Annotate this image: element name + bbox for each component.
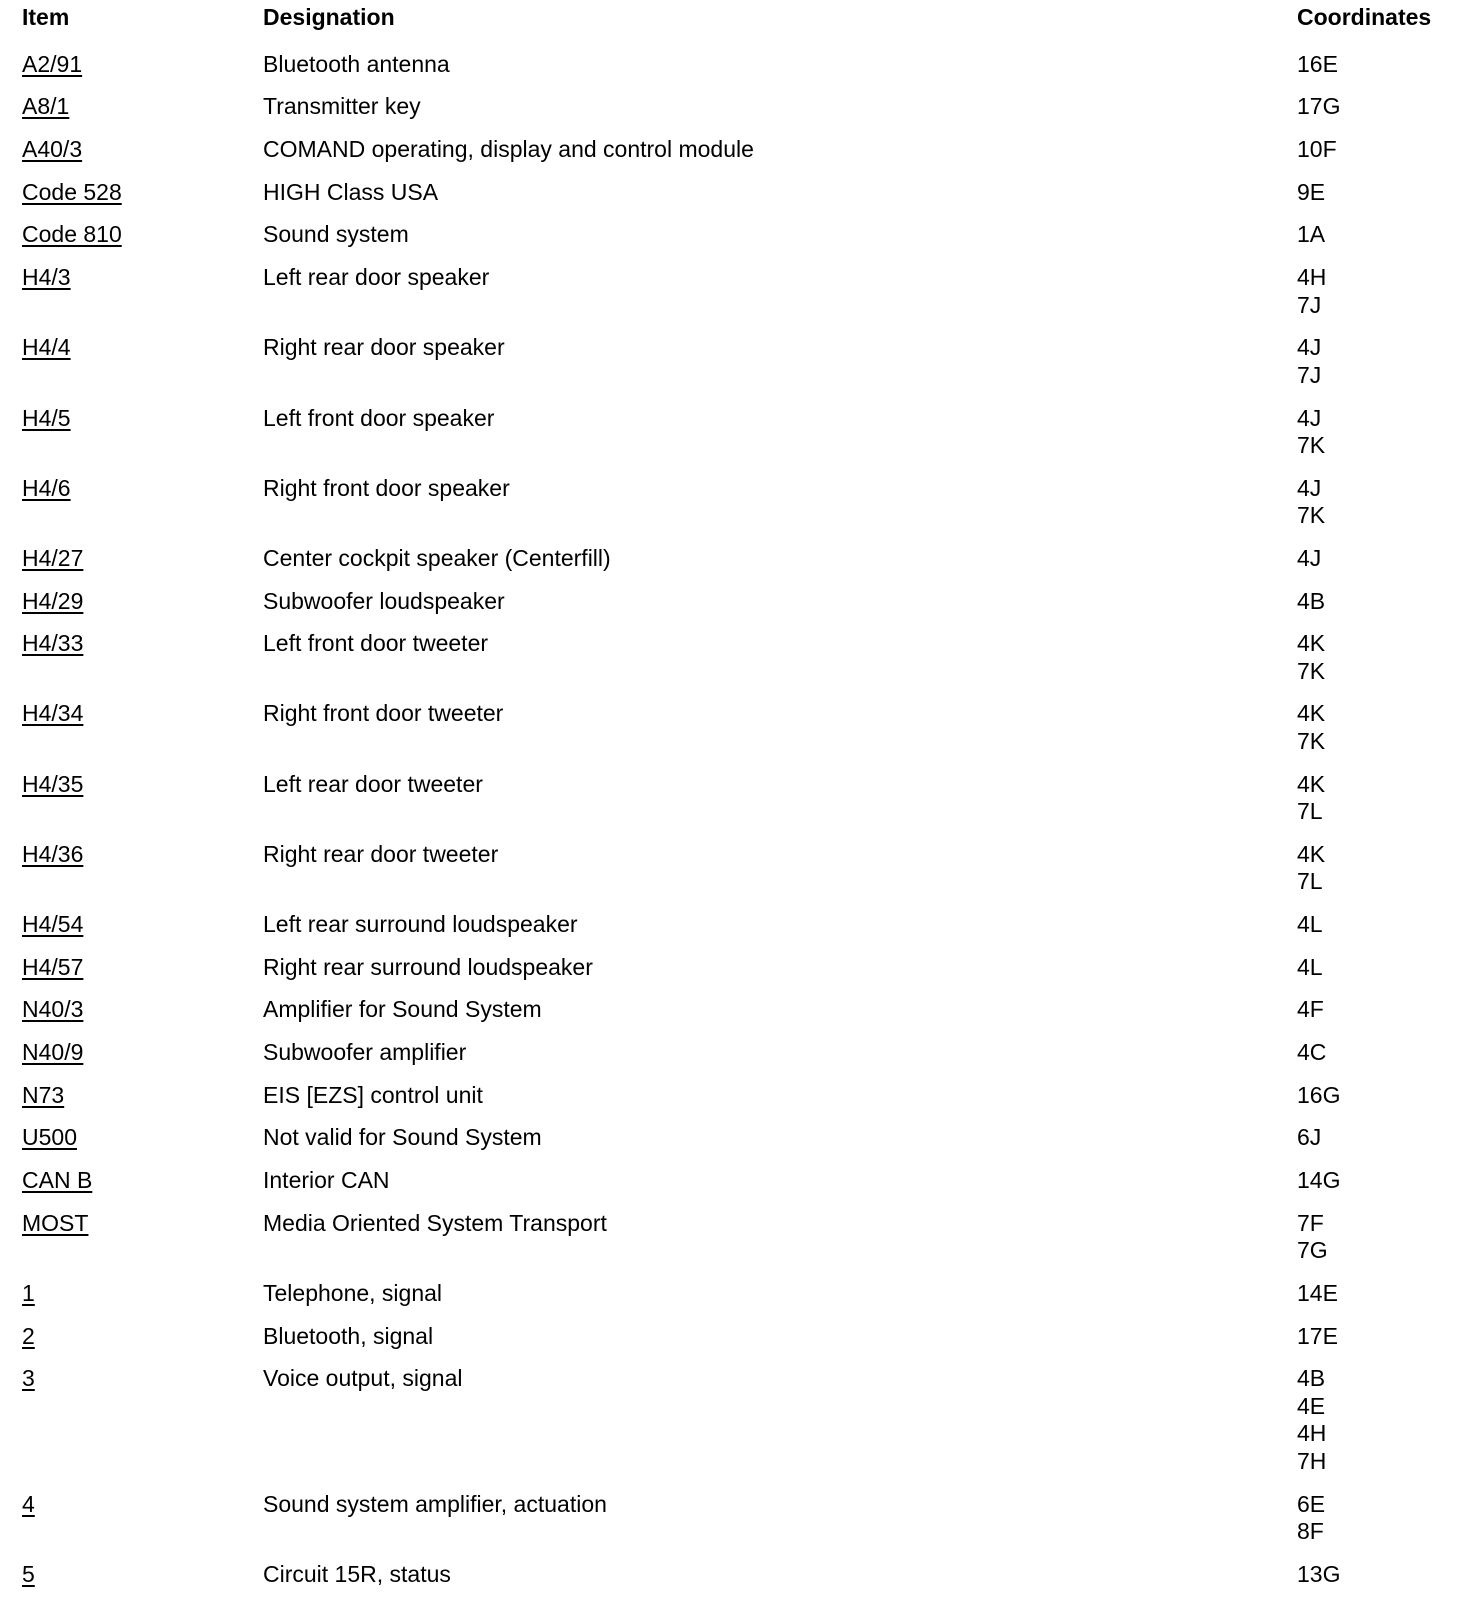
coordinate-value: 8F [1297, 1518, 1324, 1545]
table-row [0, 1276, 1472, 1319]
coordinate-value: 7K [1297, 432, 1326, 458]
item-link[interactable]: U500 [22, 1124, 77, 1151]
item-cell [22, 1365, 35, 1393]
table-row [0, 132, 1472, 175]
coordinate-value: 6J [1297, 1124, 1322, 1151]
coordinates-cell [1297, 1561, 1340, 1589]
coordinates-cell [1297, 475, 1325, 530]
designation-cell: Center cockpit speaker (Centerfill) [263, 544, 611, 571]
coordinate-value: 7H [1297, 1447, 1327, 1474]
coordinate-value: 4C [1297, 1039, 1327, 1066]
coordinate-value: 17G [1297, 93, 1341, 120]
table-row [0, 950, 1472, 993]
coordinates-cell [1297, 841, 1325, 896]
table-row [0, 767, 1472, 837]
coordinate-value: 14G [1297, 1167, 1341, 1194]
item-link[interactable]: H4/34 [22, 700, 84, 727]
designation-cell: Left rear door tweeter [263, 770, 483, 797]
table-row [0, 175, 1472, 218]
coordinates-cell [1297, 630, 1325, 685]
table-body [0, 47, 1472, 1600]
coordinate-value: 4J [1297, 404, 1322, 431]
coordinates-cell [1297, 1039, 1326, 1067]
coordinates-cell [1297, 179, 1325, 207]
coordinates-cell [1297, 700, 1325, 755]
coordinate-value: 4B [1297, 1365, 1326, 1392]
item-cell [22, 51, 82, 79]
item-cell [22, 1082, 64, 1110]
item-cell [22, 1491, 35, 1519]
coordinate-value: 7F [1297, 1209, 1324, 1236]
coordinate-value: 4K [1297, 630, 1326, 657]
coordinate-value: 7J [1297, 291, 1322, 318]
table-row [0, 217, 1472, 260]
designation-cell: Sound system [263, 221, 409, 248]
coordinate-value: 4E [1297, 1392, 1326, 1419]
coordinates-cell [1297, 1124, 1321, 1152]
item-cell [22, 771, 83, 799]
designation-cell: Interior CAN [263, 1167, 390, 1194]
item-cell [22, 179, 122, 207]
coordinate-value: 4F [1297, 996, 1324, 1023]
table-row [0, 47, 1472, 90]
coordinates-cell [1297, 1280, 1338, 1308]
designation-cell: Left rear door speaker [263, 264, 490, 291]
item-cell [22, 954, 83, 982]
coordinate-value: 7K [1297, 657, 1326, 684]
coordinate-value: 7L [1297, 798, 1323, 825]
table-row [0, 330, 1472, 400]
item-cell [22, 221, 122, 249]
coordinate-value: 9E [1297, 178, 1326, 205]
item-link[interactable]: H4/5 [22, 404, 71, 431]
coordinates-cell [1297, 1365, 1326, 1475]
coordinate-value: 1A [1297, 221, 1326, 248]
designation-cell: Amplifier for Sound System [263, 996, 542, 1023]
item-cell [22, 405, 71, 433]
item-link[interactable]: A8/1 [22, 93, 70, 120]
coordinate-value: 4L [1297, 911, 1323, 937]
coordinate-value: 16G [1297, 1081, 1341, 1108]
item-link[interactable]: Code 528 [22, 178, 122, 205]
coordinates-cell [1297, 1082, 1340, 1110]
coordinate-value: 13G [1297, 1560, 1341, 1587]
designation-cell: Right rear surround loudspeaker [263, 953, 593, 980]
coordinate-value: 7K [1297, 502, 1326, 529]
item-link[interactable]: H4/57 [22, 953, 84, 980]
item-cell [22, 911, 83, 939]
coordinates-cell [1297, 954, 1323, 982]
item-cell [22, 475, 71, 503]
table-row [0, 1557, 1472, 1600]
item-link[interactable]: H4/3 [22, 264, 71, 291]
coordinates-cell [1297, 588, 1325, 616]
item-link[interactable]: 4 [22, 1490, 35, 1517]
coordinates-cell [1297, 334, 1321, 389]
item-link[interactable]: 3 [22, 1365, 35, 1392]
coordinates-cell [1297, 1210, 1328, 1265]
item-link[interactable]: H4/36 [22, 840, 84, 867]
designation-cell: EIS [EZS] control unit [263, 1081, 483, 1108]
table-row [0, 1361, 1472, 1486]
designation-cell: Subwoofer amplifier [263, 1039, 467, 1066]
item-cell [22, 1280, 35, 1308]
item-cell [22, 93, 69, 121]
coordinate-value: 7J [1297, 361, 1322, 388]
coordinate-value: 7L [1297, 868, 1323, 895]
item-link[interactable]: H4/4 [22, 334, 71, 361]
coordinate-value: 4L [1297, 953, 1323, 980]
item-cell [22, 1210, 88, 1238]
coordinate-value: 4K [1297, 770, 1326, 797]
header-item: Item [22, 4, 70, 30]
coordinate-value: 10F [1297, 136, 1337, 163]
item-cell [22, 1561, 35, 1589]
item-link[interactable]: 1 [22, 1280, 35, 1306]
coordinates-cell [1297, 405, 1325, 460]
table-row [0, 1078, 1472, 1121]
item-link[interactable]: H4/35 [22, 770, 84, 797]
table-row [0, 401, 1472, 471]
designation-cell: Media Oriented System Transport [263, 1209, 607, 1236]
coordinate-value: 4H [1297, 1420, 1327, 1447]
item-link[interactable]: H4/27 [22, 544, 84, 571]
designation-cell: Circuit 15R, status [263, 1560, 451, 1587]
table-row [0, 1163, 1472, 1206]
item-link[interactable]: CAN B [22, 1167, 93, 1194]
table-row [0, 471, 1472, 541]
coordinate-value: 4K [1297, 700, 1326, 727]
item-cell [22, 1124, 77, 1152]
item-cell [22, 700, 83, 728]
table-row [0, 1206, 1472, 1276]
coordinate-value: 4B [1297, 587, 1326, 614]
item-link[interactable]: 5 [22, 1560, 35, 1587]
designation-cell: Left rear surround loudspeaker [263, 911, 578, 937]
table-row [0, 89, 1472, 132]
coordinate-value: 16E [1297, 50, 1338, 77]
table-row [0, 626, 1472, 696]
item-cell [22, 334, 71, 362]
designation-cell: Right rear door tweeter [263, 840, 499, 867]
item-link[interactable]: H4/54 [22, 911, 84, 937]
designation-cell: Voice output, signal [263, 1365, 463, 1392]
item-link[interactable]: Code 810 [22, 221, 122, 248]
designation-cell: Not valid for Sound System [263, 1124, 542, 1151]
coordinates-cell [1297, 911, 1323, 939]
designation-cell: Subwoofer loudspeaker [263, 587, 505, 614]
coordinates-cell [1297, 51, 1338, 79]
designation-cell: Left front door tweeter [263, 630, 489, 657]
coordinate-value: 4H [1297, 264, 1327, 291]
item-cell [22, 1039, 83, 1067]
item-link[interactable]: H4/33 [22, 630, 84, 657]
item-cell [22, 264, 71, 292]
coordinates-cell [1297, 1323, 1338, 1351]
coordinates-cell [1297, 996, 1324, 1024]
item-link[interactable]: 2 [22, 1322, 35, 1349]
item-link[interactable]: N40/9 [22, 1039, 84, 1066]
coordinate-value: 4J [1297, 544, 1322, 571]
item-cell [22, 996, 83, 1024]
designation-cell: Left front door speaker [263, 404, 495, 431]
item-cell [22, 588, 83, 616]
coordinates-cell [1297, 545, 1321, 573]
item-link[interactable]: H4/6 [22, 474, 71, 501]
item-link[interactable]: MOST [22, 1209, 89, 1236]
table-row [0, 1120, 1472, 1163]
table-row [0, 907, 1472, 950]
designation-cell: Transmitter key [263, 93, 421, 120]
item-link[interactable]: N40/3 [22, 996, 84, 1023]
table-header [0, 0, 1472, 47]
coordinate-value: 14E [1297, 1280, 1338, 1306]
table-row [0, 1487, 1472, 1557]
coordinate-value: 4K [1297, 840, 1326, 867]
table-row [0, 992, 1472, 1035]
coordinate-value: 7G [1297, 1237, 1328, 1264]
header-designation: Designation [263, 4, 395, 30]
designation-cell: Right rear door speaker [263, 334, 505, 361]
coordinate-value: 6E [1297, 1490, 1326, 1517]
item-link[interactable]: N73 [22, 1081, 65, 1108]
coordinates-cell [1297, 1167, 1340, 1195]
designation-cell: Bluetooth antenna [263, 50, 450, 77]
item-cell [22, 545, 83, 573]
coordinates-cell [1297, 264, 1326, 319]
coordinates-cell [1297, 136, 1337, 164]
item-link[interactable]: A2/91 [22, 50, 83, 77]
table-row [0, 1035, 1472, 1078]
coordinates-cell [1297, 771, 1325, 826]
table-row [0, 260, 1472, 330]
coordinates-cell [1297, 1491, 1325, 1546]
designation-cell: Bluetooth, signal [263, 1322, 434, 1349]
item-cell [22, 1167, 92, 1195]
coordinate-value: 4J [1297, 474, 1322, 501]
coordinate-value: 7K [1297, 727, 1326, 754]
coordinates-cell [1297, 93, 1340, 121]
table-row [0, 541, 1472, 584]
coordinates-cell [1297, 221, 1325, 249]
designation-cell: Right front door tweeter [263, 700, 504, 727]
coordinate-value: 4J [1297, 334, 1322, 361]
header-coordinates: Coordinates [1297, 4, 1432, 30]
item-cell [22, 1323, 35, 1351]
designation-cell: Sound system amplifier, actuation [263, 1490, 607, 1517]
coordinate-value: 17E [1297, 1322, 1338, 1349]
item-cell [22, 630, 83, 658]
item-cell [22, 136, 82, 164]
table-row [0, 837, 1472, 907]
item-link[interactable]: A40/3 [22, 136, 83, 163]
designation-cell: Right front door speaker [263, 474, 510, 501]
designation-cell: COMAND operating, display and control module [263, 136, 754, 163]
item-link[interactable]: H4/29 [22, 587, 84, 614]
item-cell [22, 841, 83, 869]
designation-cell: Telephone, signal [263, 1280, 443, 1306]
table-row [0, 584, 1472, 627]
designation-cell: HIGH Class USA [263, 178, 439, 205]
table-row [0, 1319, 1472, 1362]
table-row [0, 696, 1472, 766]
